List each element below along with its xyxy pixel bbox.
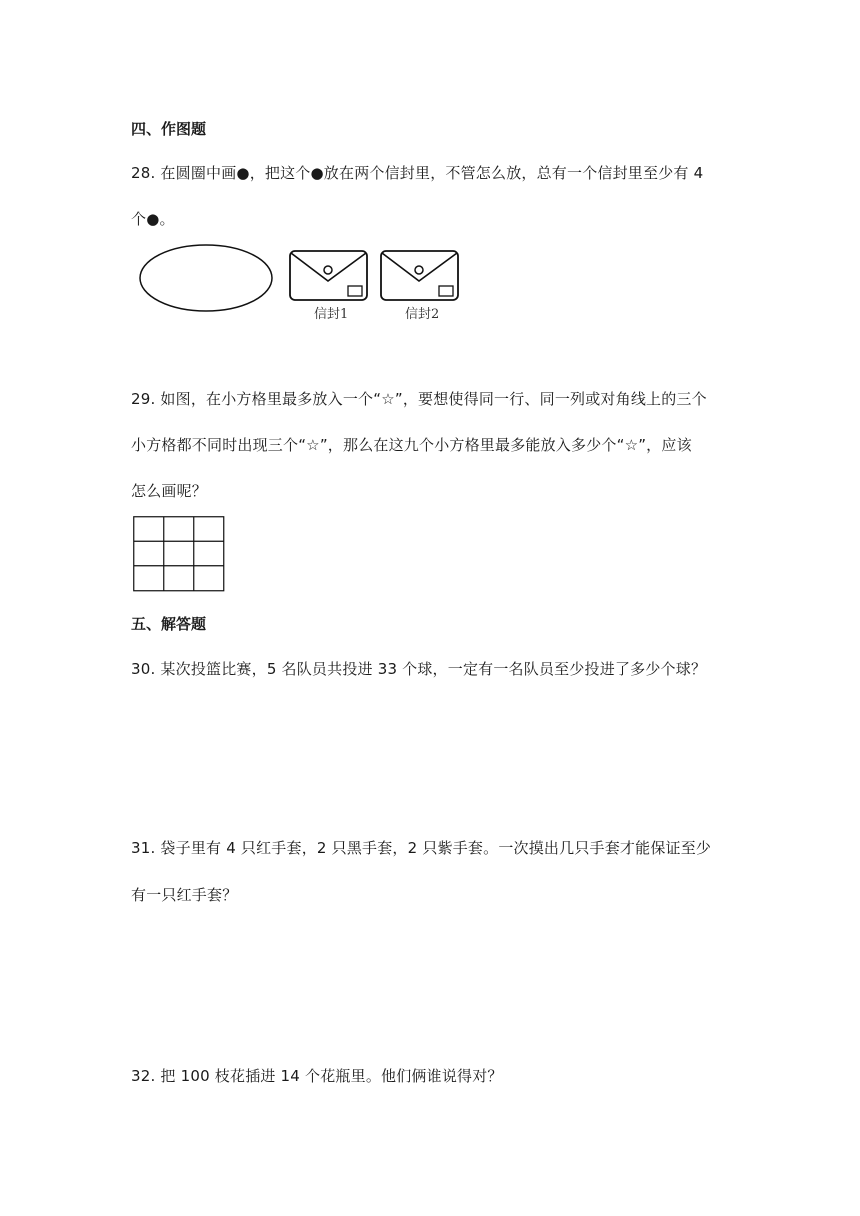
question-30-line-1: 30. 某次投篮比赛，5 名队员共投进 33 个球，一定有一名队员至少投进了多少个球？ [131,660,707,678]
question-28-line-1: 28. 在圆圈中画●，把这个●放在两个信封里，不管怎么放，总有一个信封里至少有 4 [131,164,704,182]
question-31-line-1: 31. 袋子里有 4 只红手套，2 只黑手套，2 只紫手套。一次摸出几只手套才能保证至少 [131,839,712,857]
section-heading-drawing: 四、作图题 [131,120,207,138]
question-32-line-1: 32. 把 100 枝花插进 14 个花瓶里。他们俩谁说得对？ [131,1067,503,1085]
envelope-2-label: 信封2 [405,307,440,322]
drawing-ellipse[interactable] [138,244,276,314]
envelope-2[interactable] [380,250,460,302]
question-29-line-1: 29. 如图，在小方格里最多放入一个“☆”，要想使得同一行、同一列或对角线上的三个 [131,390,707,408]
section-heading-answers: 五、解答题 [131,615,207,633]
envelope-1-label: 信封1 [314,307,349,322]
question-29-line-2: 小方格都不同时出现三个“☆”，那么在这九个小方格里最多能放入多少个“☆”，应该 [131,436,692,454]
question-28-line-2: 个●。 [131,210,175,228]
question-31-line-2: 有一只红手套？ [131,886,238,904]
question-29-line-3: 怎么画呢？ [131,482,208,500]
three-by-three-grid[interactable] [133,516,226,593]
envelope-1[interactable] [289,250,369,302]
